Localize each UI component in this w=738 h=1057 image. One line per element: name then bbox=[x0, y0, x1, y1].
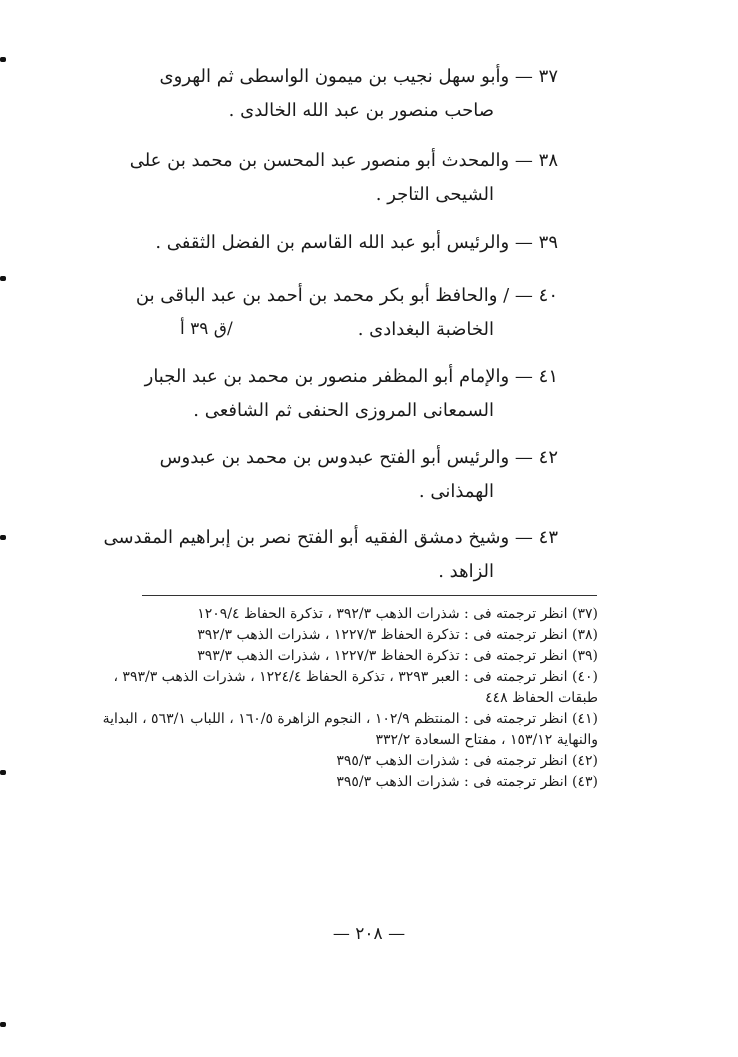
entry-37 bbox=[78, 60, 558, 128]
entry-line-1: والمحدث أبو منصور عبد المحسن بن محمد بن على bbox=[129, 150, 510, 171]
scan-mark bbox=[0, 57, 6, 62]
scan-mark bbox=[0, 535, 6, 540]
footnote-separator bbox=[142, 595, 597, 596]
footnote-37: (٣٧) انظر ترجمته فى : شذرات الذهب ٣٩٢/٣ ، تذكرة الحفاظ ١٢٠٩/٤ bbox=[197, 606, 598, 622]
entry-number: ٣٨ — bbox=[514, 150, 558, 171]
entry-number: ٤٠ — bbox=[514, 285, 558, 306]
scan-mark bbox=[0, 276, 6, 281]
entry-number: ٤٢ — bbox=[514, 447, 558, 468]
entry-line-2: الزاهد . bbox=[438, 561, 494, 582]
entry-line-1: وشيخ دمشق الفقيه أبو الفتح نصر بن إبراهيم المقدسى bbox=[103, 527, 510, 548]
entry-42 bbox=[78, 441, 558, 509]
entry-line-1: والرئيس أبو الفتح عبدوس بن محمد بن عبدوس bbox=[159, 447, 510, 468]
scan-mark bbox=[0, 770, 6, 775]
page-number: — ٢٠٨ — bbox=[332, 924, 406, 944]
entry-line-1: والإمام أبو المظفر منصور بن محمد بن عبد الجبار bbox=[144, 366, 510, 387]
entry-number: ٤٣ — bbox=[514, 527, 558, 548]
footnote-42: (٤٢) انظر ترجمته فى : شذرات الذهب ٣٩٥/٣ bbox=[336, 753, 598, 769]
entry-38 bbox=[78, 144, 558, 212]
entry-line-2: السمعانى المروزى الحنفى ثم الشافعى . bbox=[193, 400, 494, 421]
entry-line-2: صاحب منصور بن عبد الله الخالدى . bbox=[228, 100, 494, 121]
entry-number: ٣٩ — bbox=[514, 232, 558, 253]
folio-marker: /ق ٣٩ أ bbox=[180, 319, 233, 339]
entry-number: ٣٧ — bbox=[514, 66, 558, 87]
entry-43 bbox=[78, 521, 558, 589]
footnote-41: (٤١) انظر ترجمته فى : المنتظم ١٠٢/٩ ، النجوم الزاهرة ١٦٠/٥ ، اللباب ٥٦٣/١ ، البداية والنهاية ١٥٣/١٢ ، مفتاح السعادة ٣٣٢/٢ bbox=[102, 711, 598, 748]
entry-line-1: وأبو سهل نجيب بن ميمون الواسطى ثم الهروى bbox=[159, 66, 510, 87]
footnote-43: (٤٣) انظر ترجمته فى : شذرات الذهب ٣٩٥/٣ bbox=[336, 774, 598, 790]
entry-line-2: الهمذانى . bbox=[418, 481, 494, 502]
entry-39 bbox=[78, 226, 558, 260]
entry-41 bbox=[78, 360, 558, 428]
scan-mark bbox=[0, 1022, 6, 1027]
footnote-40: (٤٠) انظر ترجمته فى : العبر ٣٢٩٣ ، تذكرة الحفاظ ١٢٢٤/٤ ، شذرات الذهب ٣٩٣/٣ ، طبقات الحفاظ ٤٤٨ bbox=[113, 669, 598, 706]
footnote-39: (٣٩) انظر ترجمته فى : تذكرة الحفاظ ١٢٢٧/٣ ، شذرات الذهب ٣٩٣/٣ bbox=[197, 648, 598, 664]
footnote-38: (٣٨) انظر ترجمته فى : تذكرة الحفاظ ١٢٢٧/٣ ، شذرات الذهب ٣٩٢/٣ bbox=[197, 627, 598, 643]
entry-40 bbox=[78, 279, 558, 347]
entry-line-2: الشيحى التاجر . bbox=[375, 184, 494, 205]
entry-line-1: / والحافظ أبو بكر محمد بن أحمد بن عبد الباقى بن bbox=[135, 285, 510, 306]
footnotes bbox=[78, 604, 598, 793]
entry-number: ٤١ — bbox=[514, 366, 558, 387]
entry-line-2: الخاضبة البغدادى . bbox=[357, 319, 494, 340]
entry-line-1: والرئيس أبو عبد الله القاسم بن الفضل الثقفى . bbox=[155, 232, 510, 253]
